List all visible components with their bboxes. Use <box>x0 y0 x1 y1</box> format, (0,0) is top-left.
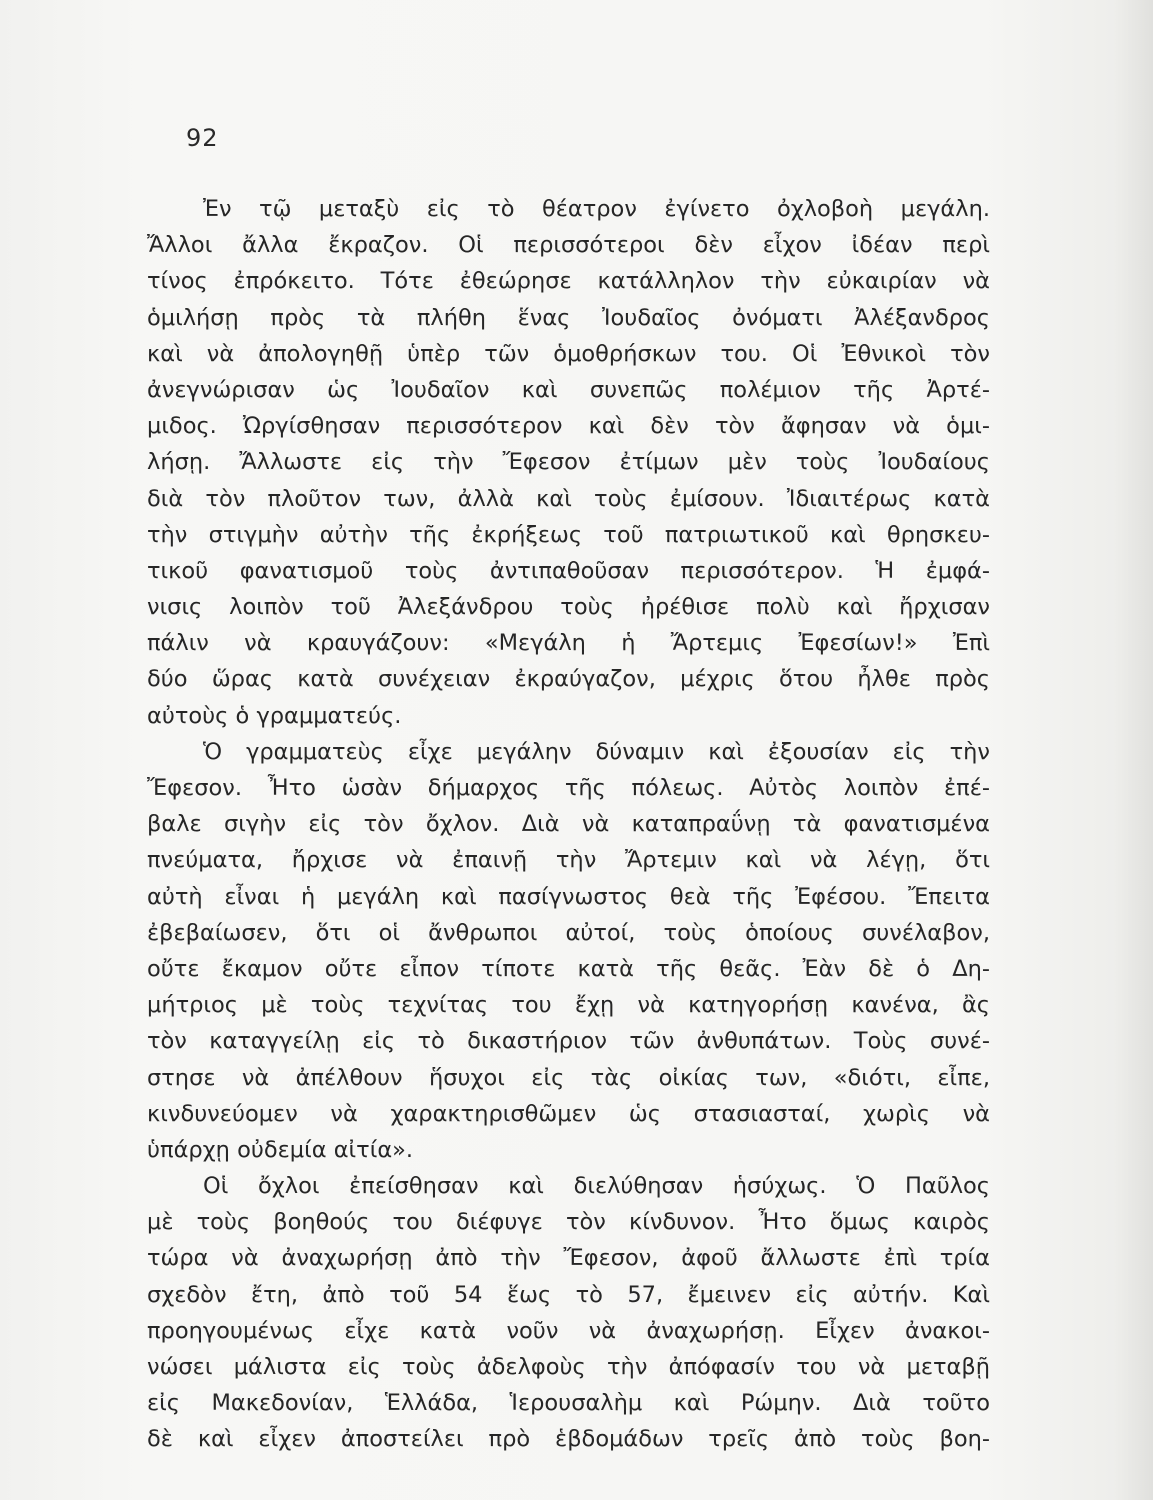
text-line: ὑπάρχῃ οὐδεμία αἰτία». <box>147 1136 414 1163</box>
text-line: τὸν καταγγείλῃ εἰς τὸ δικαστήριον τῶν ἀνθυπάτων. Τοὺς συνέ- <box>147 1028 990 1055</box>
text-line: μὲ τοὺς βοηθούς του διέφυγε τὸν κίνδυνον. Ἦτο ὅμως καιρὸς <box>147 1209 990 1236</box>
text-line: διὰ τὸν πλοῦτον των, ἀλλὰ καὶ τοὺς ἐμίσουν. Ἰδιαιτέρως κατὰ <box>147 485 990 512</box>
text-line: βαλε σιγὴν εἰς τὸν ὄχλον. Διὰ νὰ καταπραΰνῃ τὰ φανατισμένα <box>147 811 990 838</box>
text-line: σχεδὸν ἔτη, ἀπὸ τοῦ 54 ἕως τὸ 57, ἔμεινεν εἰς αὐτήν. Καὶ <box>147 1281 990 1308</box>
text-line: λήσῃ. Ἄλλωστε εἰς τὴν Ἔφεσον ἐτίμων μὲν τοὺς Ἰουδαίους <box>147 449 990 476</box>
body-text <box>147 191 990 1458</box>
text-line: αὐτοὺς ὁ γραμματεύς. <box>147 702 402 729</box>
text-line: πνεύματα, ἤρχισε νὰ ἐπαινῇ τὴν Ἄρτεμιν καὶ νὰ λέγῃ, ὅτι <box>147 847 990 874</box>
text-line: τὴν στιγμὴν αὐτὴν τῆς ἐκρήξεως τοῦ πατριωτικοῦ καὶ θρησκευ- <box>147 521 990 548</box>
text-line: ὁμιλήσῃ πρὸς τὰ πλήθη ἕνας Ἰουδαῖος ὀνόματι Ἀλέξανδρος <box>147 304 990 331</box>
text-line: καὶ νὰ ἀπολογηθῇ ὑπὲρ τῶν ὁμοθρήσκων του. Οἱ Ἐθνικοὶ τὸν <box>147 340 990 367</box>
text-line: προηγουμένως εἶχε κατὰ νοῦν νὰ ἀναχωρήσῃ. Εἶχεν ἀνακοι- <box>147 1317 990 1344</box>
text-line: Ἐν τῷ μεταξὺ εἰς τὸ θέατρον ἐγίνετο ὀχλοβοὴ μεγάλη. <box>203 196 990 222</box>
text-line: οὔτε ἔκαμον οὔτε εἶπον τίποτε κατὰ τῆς θεᾶς. Ἐὰν δὲ ὁ Δη- <box>147 955 990 982</box>
text-line: τώρα νὰ ἀναχωρήσῃ ἀπὸ τὴν Ἔφεσον, ἀφοῦ ἄλλωστε ἐπὶ τρία <box>147 1245 990 1272</box>
text-line: δύο ὥρας κατὰ συνέχειαν ἐκραύγαζον, μέχρις ὅτου ἦλθε πρὸς <box>147 666 990 693</box>
text-line: Ἔφεσον. Ἦτο ὡσὰν δήμαρχος τῆς πόλεως. Αὐτὸς λοιπὸν ἐπέ- <box>147 775 990 801</box>
text-line: αὐτὴ εἶναι ἡ μεγάλη καὶ πασίγνωστος θεὰ τῆς Ἐφέσου. Ἔπειτα <box>147 883 990 910</box>
text-line: Οἱ ὄχλοι ἐπείσθησαν καὶ διελύθησαν ἡσύχως. Ὁ Παῦλος <box>203 1173 990 1200</box>
text-line: Ἄλλοι ἄλλα ἔκραζον. Οἱ περισσότεροι δὲν εἶχον ἰδέαν περὶ <box>147 232 990 259</box>
text-line: νισις λοιπὸν τοῦ Ἀλεξάνδρου τοὺς ἠρέθισε πολὺ καὶ ἤρχισαν <box>147 594 990 621</box>
text-line: ἐβεβαίωσεν, ὅτι οἱ ἄνθρωποι αὐτοί, τοὺς ὁποίους συνέλαβον, <box>147 919 990 946</box>
text-line: ἀνεγνώρισαν ὡς Ἰουδαῖον καὶ συνεπῶς πολέμιον τῆς Ἀρτέ- <box>147 376 990 403</box>
text-line: στησε νὰ ἀπέλθουν ἥσυχοι εἰς τὰς οἰκίας των, «διότι, εἶπε, <box>147 1064 990 1091</box>
text-line: εἰς Μακεδονίαν, Ἑλλάδα, Ἱερουσαλὴμ καὶ Ρώμην. Διὰ τοῦτο <box>147 1390 990 1417</box>
text-line: τίνος ἐπρόκειτο. Τότε ἐθεώρησε κατάλληλον τὴν εὐκαιρίαν νὰ <box>147 268 990 295</box>
text-line: Ὁ γραμματεὺς εἶχε μεγάλην δύναμιν καὶ ἐξουσίαν εἰς τὴν <box>203 738 990 765</box>
page-number: 92 <box>186 124 219 152</box>
text-line: κινδυνεύομεν νὰ χαρακτηρισθῶμεν ὡς στασιασταί, χωρὶς νὰ <box>147 1100 990 1127</box>
text-line: δὲ καὶ εἶχεν ἀποστείλει πρὸ ἑβδομάδων τρεῖς ἀπὸ τοὺς βοη- <box>147 1426 990 1453</box>
page-edge-shadow <box>1113 0 1153 1500</box>
text-line: μιδος. Ὠργίσθησαν περισσότερον καὶ δὲν τὸν ἄφησαν νὰ ὁμι- <box>147 413 990 440</box>
text-line: τικοῦ φανατισμοῦ τοὺς ἀντιπαθοῦσαν περισσότερον. Ἡ ἐμφά- <box>147 557 990 584</box>
text-line: νώσει μάλιστα εἰς τοὺς ἀδελφοὺς τὴν ἀπόφασίν του νὰ μεταβῇ <box>147 1354 990 1380</box>
text-line: πάλιν νὰ κραυγάζουν: «Μεγάλη ἡ Ἄρτεμις Ἐφεσίων!» Ἐπὶ <box>147 630 990 657</box>
text-line: μήτριος μὲ τοὺς τεχνίτας του ἔχῃ νὰ κατηγορήσῃ κανένα, ἂς <box>147 992 990 1019</box>
